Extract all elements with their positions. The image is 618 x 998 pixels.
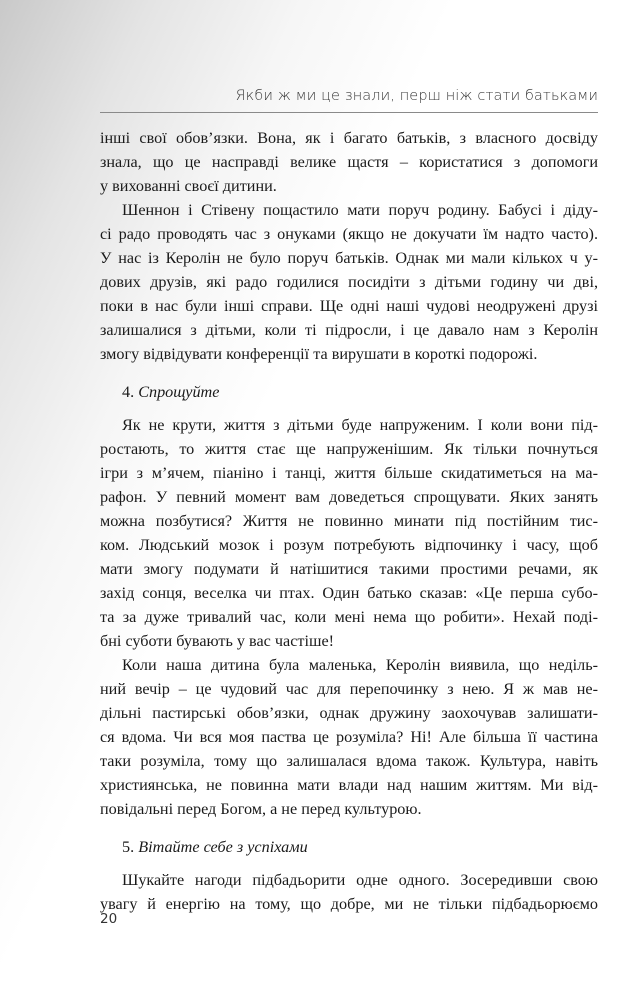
running-header: Якби ж ми це знали, перш ніж стати батьками [235, 88, 598, 104]
text-line: змогу відвідувати конференції та вирушати в короткі подорожі. [100, 345, 538, 363]
text-line: дових друзів, які радо годилися посидіти з дітьми годину чи дві, [100, 273, 598, 291]
text-line: поки в нас були інші справи. Ще одні наші чудові неодружені друзі [100, 297, 598, 315]
text-line: християнська, не повинна мати влади над нашим життям. Ми від- [100, 776, 598, 794]
text-line: ігри з м’ячем, піаніно і танці, життя більше скидатиметься на ма- [100, 464, 598, 482]
text-line: залишалися з дітьми, коли ті підросли, і це давало нам з Керолін [100, 321, 598, 339]
text-line: захід сонця, веселка чи птах. Один батько сказав: «Це перша субо- [100, 584, 598, 602]
text-line: рафон. У певний момент вам доведеться спрощувати. Яких занять [100, 488, 598, 506]
paragraph [100, 198, 598, 366]
text-line: інші свої обов’язки. Вона, як і багато батьків, з власного досвіду [100, 129, 598, 147]
text-line: мати змогу подумати й натішитися такими простими речами, як [100, 560, 598, 578]
text-line: дільні пастирські обов’язки, однак дружину заохочував залишати- [100, 704, 598, 722]
text-line: та за дуже тривалий час, коли мені нема що робити». Нехай поді- [100, 608, 598, 626]
text-line: можна позбутися? Життя не повинно минати під постійним тис- [100, 512, 598, 530]
text-line: Шукайте нагоди підбадьорити одне одного. Зосередивши свою [122, 871, 598, 889]
page-number: 20 [100, 911, 118, 927]
text-line: знала, що це насправді велике щастя – користатися з допомоги [100, 153, 598, 171]
text-line: ся вдома. Чи вся моя паства це розуміла? Ні! Але більша її частина [100, 728, 598, 746]
section-title: Спрощуйте [138, 383, 220, 401]
text-line: Шеннон і Стівену пощастило мати поруч родину. Бабусі і діду- [122, 201, 598, 219]
text-line: бні суботи бувають у вас частіше! [100, 632, 335, 650]
header-rule [100, 112, 598, 113]
section-title: Вітайте себе з успіхами [138, 838, 308, 856]
text-line: повідальні перед Богом, а не перед культурою. [100, 800, 422, 818]
paragraph [100, 653, 598, 821]
text-line: Коли наша дитина була маленька, Керолін виявила, що неділь- [122, 656, 598, 674]
paragraph [100, 413, 598, 653]
section-heading-4 [100, 380, 598, 404]
section-heading-5 [100, 835, 598, 859]
text-line: ком. Людський мозок і розум потребують відпочинку і часу, щоб [100, 536, 598, 554]
text-line: У нас із Керолін не було поруч батьків. Однак ми мали кількох ч у- [100, 249, 598, 267]
section-number: 4. [122, 383, 135, 401]
text-line: ний вечір – це чудовий час для перепочинку з нею. Я ж мав не- [100, 680, 598, 698]
text-line: таки розуміла, тому що залишалася вдома також. Культура, навіть [100, 752, 598, 770]
page-body [100, 126, 598, 916]
paragraph [100, 126, 598, 198]
section-number: 5. [122, 838, 135, 856]
text-line: Як не крути, життя з дітьми буде напруженим. І коли вони під- [122, 416, 598, 434]
text-line: увагу й енергію на тому, що добре, ми не тільки підбадьорюємо [100, 895, 598, 913]
text-line: у вихованні своєї дитини. [100, 177, 277, 195]
paragraph [100, 868, 598, 916]
text-line: сі радо проводять час з онуками (якщо не докучати їм надто часто). [100, 225, 598, 243]
text-line: ростають, то життя стає ще напруженішим. Як тільки почнуться [100, 440, 598, 458]
